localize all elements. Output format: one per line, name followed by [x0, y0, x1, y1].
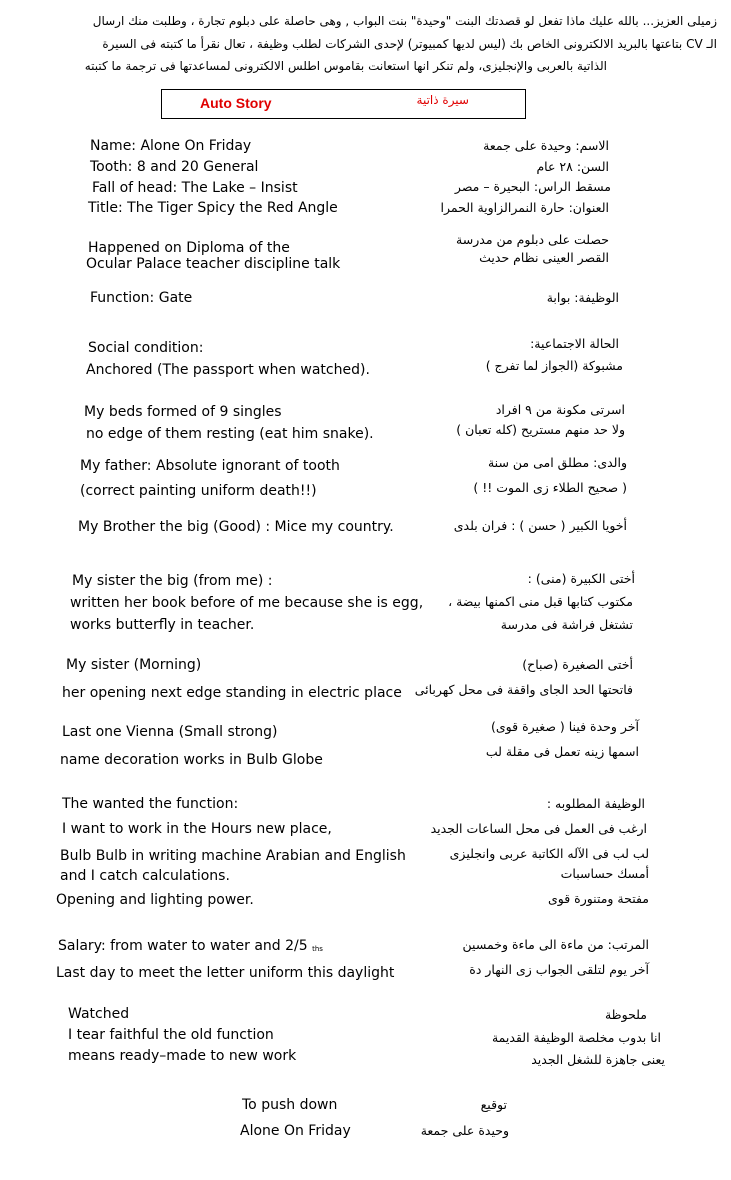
- en-beds-2: no edge of them resting (eat him snake).: [86, 426, 374, 442]
- en-salary: [58, 938, 323, 954]
- en-diploma-2: Ocular Palace teacher discipline talk: [86, 256, 341, 272]
- ar-diploma-1: حصلت على دبلوم من مدرسة: [456, 232, 609, 247]
- en-last-day: Last day to meet the letter uniform this daylight: [56, 965, 395, 981]
- en-vienna-1: Last one Vienna (Small strong): [62, 724, 278, 740]
- ar-social-1: الحالة الاجتماعية:: [530, 336, 619, 351]
- en-father-2: (correct painting uniform death!!): [80, 483, 317, 499]
- en-name: Name: Alone On Friday: [90, 138, 252, 154]
- en-fall: Fall of head: The Lake – Insist: [92, 180, 298, 196]
- en-salary-text: Salary: from water to water and 2/5: [58, 938, 308, 954]
- en-function: Function: Gate: [90, 290, 193, 306]
- en-push-down: To push down: [242, 1097, 338, 1113]
- en-want-2: Bulb Bulb in writing machine Arabian and English: [60, 848, 406, 864]
- ar-salary: المرتب: من ماءة الى ماءة وخمسين: [462, 937, 649, 952]
- ar-father-2: ( صحيح الطلاء زى الموت !! ): [473, 480, 627, 495]
- en-tooth: Tooth: 8 and 20 General: [90, 159, 259, 175]
- ar-family-2: ولا حد منهم مستريح (كله تعبان ): [456, 422, 625, 437]
- en-vienna-2: name decoration works in Bulb Globe: [60, 752, 323, 768]
- en-brother: My Brother the big (Good) : Mice my country.: [78, 519, 394, 535]
- ar-social-2: مشبوكة (الجواز لما تفرج ): [485, 358, 623, 373]
- en-want-1: I want to work in the Hours new place,: [62, 821, 332, 837]
- en-means: means ready–made to new work: [68, 1048, 297, 1064]
- ar-last-2: اسمها زينه تعمل فى مقلة لب: [485, 744, 639, 759]
- ar-wanted: الوظيفة المطلوبه :: [546, 796, 645, 811]
- ar-signature-label: توقيع: [480, 1097, 507, 1112]
- ar-brother: أخويا الكبير ( حسن ) : فران بلدى: [453, 518, 627, 533]
- en-beds-1: My beds formed of 9 singles: [84, 404, 282, 420]
- ar-last-day: آخر يوم لتلقى الجواب زى النهار دة: [469, 962, 649, 977]
- ar-want-4: مفتحة ومتنورة قوى: [547, 891, 649, 906]
- ar-want-2: لب لب فى الآله الكاتبة عربى وانجليزى: [449, 846, 649, 861]
- en-sister-morning-1: My sister (Morning): [66, 657, 202, 673]
- en-sister-2: written her book before of me because she is egg,: [70, 595, 424, 611]
- ar-sister-small-2: فاتحتها الحد الجاى واقفة فى محل كهربائى: [414, 682, 633, 697]
- en-sister-morning-2: her opening next edge standing in electric place: [62, 685, 402, 701]
- en-watched: Watched: [68, 1006, 130, 1022]
- ar-sister-small-1: أختى الصغيرة (صباح): [522, 657, 633, 672]
- ar-want-3: أمسك حساسبات: [560, 866, 649, 881]
- intro-line-3: الذاتية بالعربى والإنجليزى، ولم تنكر انها استعانت بقاموس اطلس الالكترونى لمساعدتها فى ترجمة ما كتبته: [84, 59, 607, 73]
- title-english: Auto Story: [200, 95, 272, 111]
- ar-last-1: آخر وحدة فينا ( صغيرة قوى): [491, 719, 639, 734]
- en-salary-suffix: ths: [312, 945, 323, 953]
- en-diploma-1: Happened on Diploma of the: [88, 240, 290, 256]
- en-signature: Alone On Friday: [240, 1123, 351, 1139]
- en-social-2: Anchored (The passport when watched).: [86, 362, 370, 378]
- title-box: [161, 89, 526, 119]
- ar-sister-1: أختى الكبيرة (منى) :: [527, 571, 635, 586]
- ar-birthplace: مسقط الراس: البحيرة – مصر: [454, 179, 611, 194]
- en-sister-1: My sister the big (from me) :: [72, 573, 273, 589]
- en-address: Title: The Tiger Spicy the Red Angle: [88, 200, 338, 216]
- ar-family-1: اسرتى مكونة من ٩ افراد: [495, 402, 625, 417]
- ar-father-1: والدى: مطلق امى من سنة: [487, 455, 627, 470]
- ar-want-1: ارغب فى العمل فى محل الساعات الجديد: [430, 821, 647, 836]
- en-father-1: My father: Absolute ignorant of tooth: [80, 458, 340, 474]
- intro-line-1: زميلى العزيز... بالله عليك ماذا تفعل لو قصدتك البنت "وحيدة" بنت البواب , وهى حاصلة على دبلوم تجارة ، وطلبت منك ارسال: [92, 14, 717, 28]
- ar-sister-3: تشتغل فراشة فى مدرسة: [500, 617, 633, 632]
- en-sister-3: works butterfly in teacher.: [70, 617, 255, 633]
- en-want-4: Opening and lighting power.: [56, 892, 254, 908]
- en-social-1: Social condition:: [88, 340, 204, 356]
- ar-age: السن: ٢٨ عام: [536, 159, 609, 174]
- intro-line-2: الـ CV بتاعتها بالبريد الالكترونى الخاص بك (ليس لديها كمبيوتر) لإحدى الشركات لطلب وظيفة ، تعال نقرأ ما كتبته فى السيرة: [102, 37, 717, 51]
- ar-note-2: يعنى جاهزة للشغل الجديد: [531, 1052, 665, 1067]
- ar-note-1: انا بدوب مخلصة الوظيفة القديمة: [491, 1030, 661, 1045]
- ar-name: الاسم: وحيدة على جمعة: [483, 138, 609, 153]
- title-arabic: سيرة ذاتية: [416, 93, 469, 107]
- en-want-3: and I catch calculations.: [60, 868, 230, 884]
- en-wanted: The wanted the function:: [62, 796, 239, 812]
- ar-note: ملحوظة: [604, 1007, 647, 1022]
- ar-diploma-2: القصر العينى نظام حديث: [479, 250, 609, 265]
- ar-signature: وحيدة على جمعة: [420, 1123, 509, 1138]
- en-tear: I tear faithful the old function: [68, 1027, 274, 1043]
- ar-address: العنوان: حارة النمرالزاوية الحمرا: [440, 200, 609, 215]
- ar-sister-2: مكتوب كتابها قبل منى اكمنها بيضة ،: [448, 594, 633, 609]
- ar-job: الوظيفة: بوابة: [546, 290, 619, 305]
